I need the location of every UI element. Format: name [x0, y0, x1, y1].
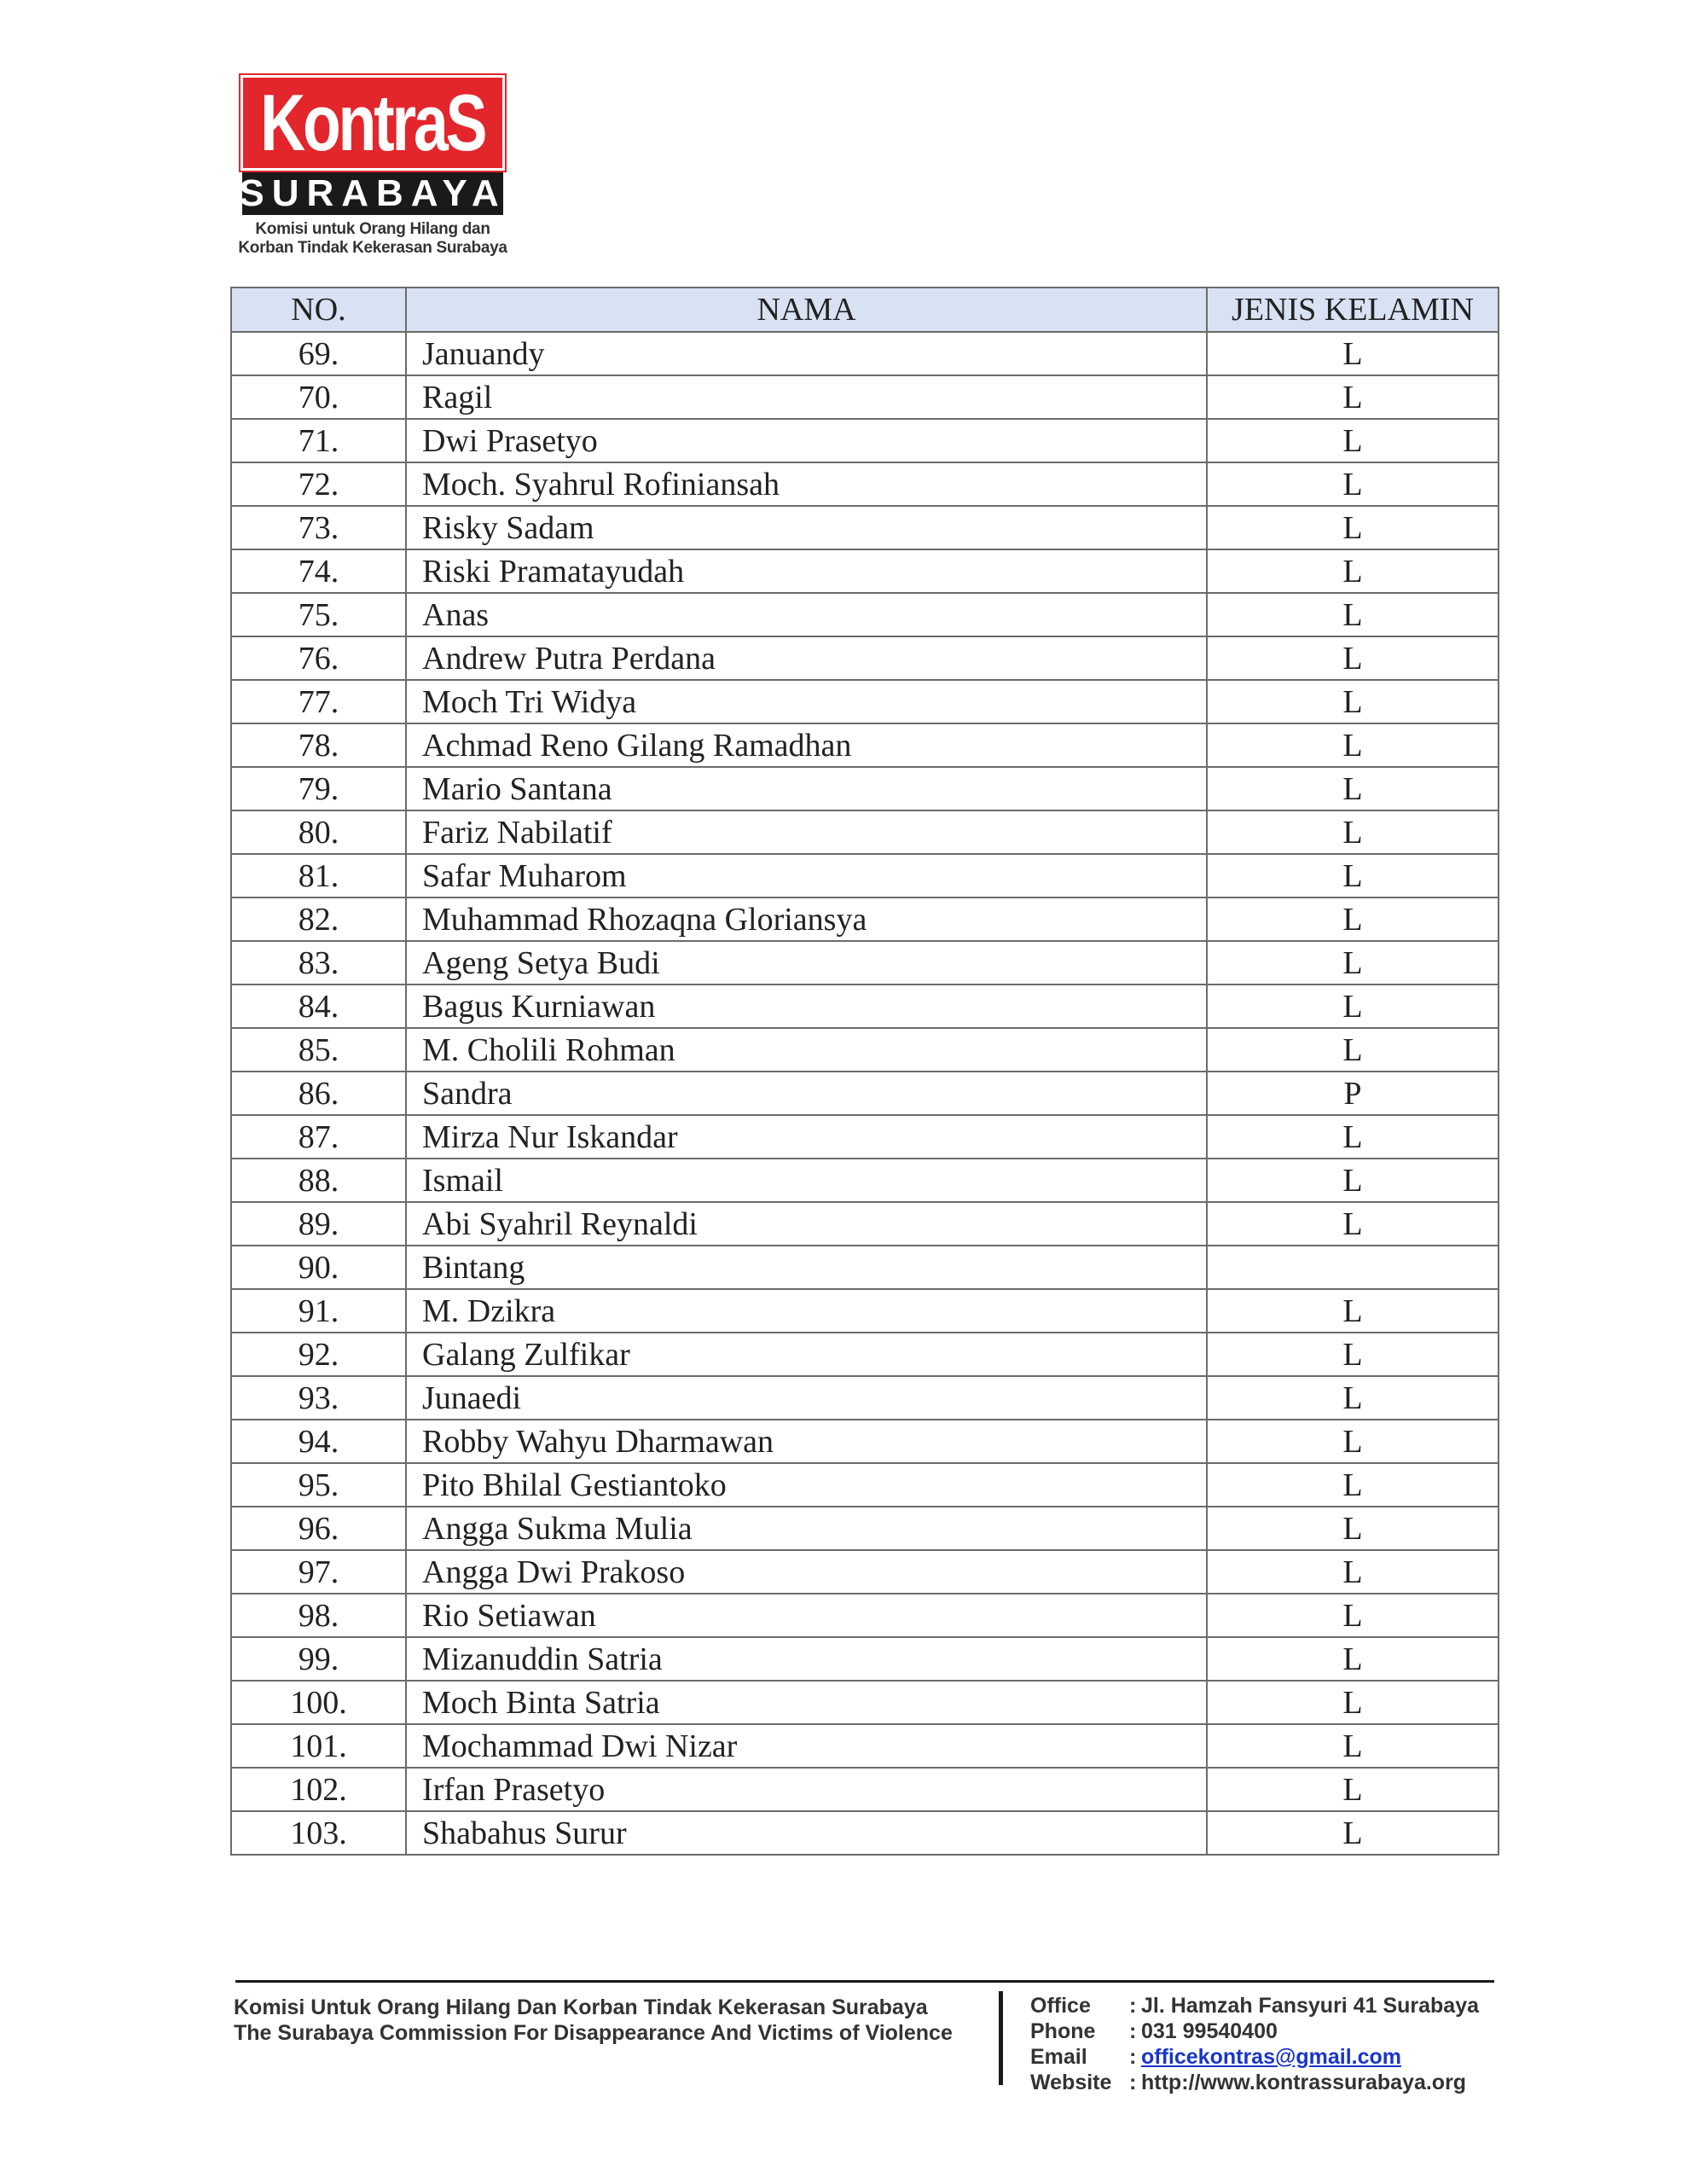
contact-value: Jl. Hamzah Fansyuri 41 Surabaya	[1141, 1994, 1480, 2018]
row-sex: L	[1207, 1028, 1499, 1072]
table-row	[231, 375, 1499, 419]
row-number: 101.	[231, 1724, 406, 1768]
logo-wordmark: KontraS	[260, 78, 485, 167]
table-row	[231, 941, 1499, 985]
row-number: 100.	[231, 1681, 406, 1724]
row-sex: L	[1207, 941, 1499, 985]
table-row	[231, 1202, 1499, 1246]
row-number: 85.	[231, 1028, 406, 1072]
row-number: 70.	[231, 375, 406, 419]
row-number: 98.	[231, 1594, 406, 1637]
contact-label: Website	[1030, 2071, 1112, 2094]
table-row	[231, 985, 1499, 1028]
row-number: 84.	[231, 985, 406, 1028]
table-body	[231, 332, 1499, 1855]
row-sex: L	[1207, 810, 1499, 854]
row-name: Robby Wahyu Dharmawan	[406, 1420, 1207, 1463]
row-number: 90.	[231, 1246, 406, 1289]
footer-contact-website	[1030, 2070, 1479, 2095]
row-name: Abi Syahril Reynaldi	[406, 1202, 1207, 1246]
footer-contact-email	[1030, 2044, 1479, 2070]
row-number: 74.	[231, 549, 406, 593]
table-row	[231, 1376, 1499, 1420]
contact-value: http://www.kontrassurabaya.org	[1141, 2071, 1467, 2094]
table-row	[231, 854, 1499, 897]
row-sex: P	[1207, 1072, 1499, 1115]
row-sex: L	[1207, 1376, 1499, 1420]
footer-contact-office	[1030, 1993, 1479, 2018]
footer-contacts	[1030, 1993, 1479, 2095]
row-sex: L	[1207, 1115, 1499, 1159]
row-name: Moch Binta Satria	[406, 1681, 1207, 1724]
row-name: Bintang	[406, 1246, 1207, 1289]
row-sex: L	[1207, 1681, 1499, 1724]
row-number: 83.	[231, 941, 406, 985]
table-row	[231, 1507, 1499, 1550]
row-number: 77.	[231, 680, 406, 723]
row-sex: L	[1207, 419, 1499, 462]
table-row	[231, 1246, 1499, 1289]
row-name: Achmad Reno Gilang Ramadhan	[406, 723, 1207, 767]
header-no: NO.	[231, 288, 406, 332]
row-sex: L	[1207, 1724, 1499, 1768]
row-sex: L	[1207, 985, 1499, 1028]
row-sex: L	[1207, 1159, 1499, 1202]
logo-tagline	[232, 220, 513, 258]
row-number: 82.	[231, 897, 406, 941]
row-number: 103.	[231, 1811, 406, 1855]
row-name: Irfan Prasetyo	[406, 1768, 1207, 1811]
row-name: Bagus Kurniawan	[406, 985, 1207, 1028]
header-sex: JENIS KELAMIN	[1207, 288, 1499, 332]
row-name: Ismail	[406, 1159, 1207, 1202]
row-name: Moch. Syahrul Rofiniansah	[406, 462, 1207, 506]
contact-value: 031 99540400	[1141, 2019, 1278, 2043]
row-number: 89.	[231, 1202, 406, 1246]
row-name: Fariz Nabilatif	[406, 810, 1207, 854]
row-name: Mizanuddin Satria	[406, 1637, 1207, 1681]
row-sex: L	[1207, 549, 1499, 593]
table-row	[231, 1724, 1499, 1768]
row-number: 75.	[231, 593, 406, 636]
row-name: Riski Pramatayudah	[406, 549, 1207, 593]
kontras-logo	[232, 75, 513, 258]
names-table-container	[230, 287, 1498, 1856]
row-number: 79.	[231, 767, 406, 810]
table-row	[231, 810, 1499, 854]
row-name: M. Dzikra	[406, 1289, 1207, 1333]
footer-contact-phone	[1030, 2018, 1479, 2044]
row-number: 72.	[231, 462, 406, 506]
row-number: 69.	[231, 332, 406, 375]
row-name: Januandy	[406, 332, 1207, 375]
row-number: 95.	[231, 1463, 406, 1507]
table-row	[231, 1115, 1499, 1159]
row-sex: L	[1207, 1333, 1499, 1376]
row-sex: L	[1207, 1507, 1499, 1550]
table-row	[231, 767, 1499, 810]
row-sex	[1207, 1246, 1499, 1289]
row-number: 88.	[231, 1159, 406, 1202]
row-number: 99.	[231, 1637, 406, 1681]
row-sex: L	[1207, 1550, 1499, 1594]
row-number: 91.	[231, 1289, 406, 1333]
contact-label: Email	[1030, 2045, 1087, 2069]
table-header-row	[231, 288, 1499, 332]
table-row	[231, 1420, 1499, 1463]
row-number: 94.	[231, 1420, 406, 1463]
logo-city: SURABAYA	[239, 172, 507, 214]
row-name: Risky Sadam	[406, 506, 1207, 549]
row-number: 97.	[231, 1550, 406, 1594]
table-row	[231, 332, 1499, 375]
row-number: 93.	[231, 1376, 406, 1420]
contact-separator: :	[1129, 2045, 1137, 2069]
names-table	[230, 287, 1499, 1856]
table-row	[231, 506, 1499, 549]
table-row	[231, 1159, 1499, 1202]
footer-org-english: The Surabaya Commission For Disappearance And Victims of Violence	[234, 2021, 953, 2045]
logo-tagline-line-1: Komisi untuk Orang Hilang dan	[255, 220, 490, 238]
contact-separator: :	[1129, 2019, 1137, 2043]
table-row	[231, 1289, 1499, 1333]
row-number: 80.	[231, 810, 406, 854]
row-sex: L	[1207, 1289, 1499, 1333]
table-row	[231, 1550, 1499, 1594]
row-name: Dwi Prasetyo	[406, 419, 1207, 462]
table-row	[231, 1768, 1499, 1811]
table-row	[231, 1072, 1499, 1115]
row-name: Pito Bhilal Gestiantoko	[406, 1463, 1207, 1507]
row-name: Andrew Putra Perdana	[406, 636, 1207, 680]
row-sex: L	[1207, 593, 1499, 636]
row-number: 96.	[231, 1507, 406, 1550]
row-number: 87.	[231, 1115, 406, 1159]
row-name: Ageng Setya Budi	[406, 941, 1207, 985]
row-sex: L	[1207, 1811, 1499, 1855]
row-name: Galang Zulfikar	[406, 1333, 1207, 1376]
row-sex: L	[1207, 1463, 1499, 1507]
row-number: 78.	[231, 723, 406, 767]
table-row	[231, 1028, 1499, 1072]
row-sex: L	[1207, 1637, 1499, 1681]
row-name: Safar Muharom	[406, 854, 1207, 897]
row-sex: L	[1207, 1420, 1499, 1463]
table-row	[231, 1811, 1499, 1855]
row-number: 71.	[231, 419, 406, 462]
row-number: 92.	[231, 1333, 406, 1376]
row-name: Rio Setiawan	[406, 1594, 1207, 1637]
row-sex: L	[1207, 1202, 1499, 1246]
footer-org-indonesian: Komisi Untuk Orang Hilang Dan Korban Tindak Kekerasan Surabaya	[234, 1995, 928, 2019]
row-number: 81.	[231, 854, 406, 897]
row-number: 102.	[231, 1768, 406, 1811]
contact-label: Office	[1030, 1994, 1091, 2018]
row-sex: L	[1207, 854, 1499, 897]
row-sex: L	[1207, 462, 1499, 506]
table-row	[231, 897, 1499, 941]
row-sex: L	[1207, 375, 1499, 419]
header-name: NAMA	[406, 288, 1207, 332]
row-number: 76.	[231, 636, 406, 680]
row-number: 73.	[231, 506, 406, 549]
row-sex: L	[1207, 1594, 1499, 1637]
row-number: 86.	[231, 1072, 406, 1115]
row-sex: L	[1207, 767, 1499, 810]
row-sex: L	[1207, 897, 1499, 941]
row-name: Mario Santana	[406, 767, 1207, 810]
row-name: Mochammad Dwi Nizar	[406, 1724, 1207, 1768]
table-row	[231, 593, 1499, 636]
row-name: Moch Tri Widya	[406, 680, 1207, 723]
table-row	[231, 1681, 1499, 1724]
row-name: M. Cholili Rohman	[406, 1028, 1207, 1072]
table-row	[231, 723, 1499, 767]
row-name: Sandra	[406, 1072, 1207, 1115]
table-row	[231, 680, 1499, 723]
row-name: Junaedi	[406, 1376, 1207, 1420]
row-sex: L	[1207, 1768, 1499, 1811]
contact-separator: :	[1129, 2071, 1137, 2094]
row-sex: L	[1207, 680, 1499, 723]
contact-email-link[interactable]: officekontras@gmail.com	[1141, 2045, 1402, 2069]
row-name: Anas	[406, 593, 1207, 636]
logo-tagline-line-2: Korban Tindak Kekerasan Surabaya	[238, 239, 507, 257]
table-row	[231, 1637, 1499, 1681]
logo-black-block	[239, 172, 507, 215]
table-row	[231, 419, 1499, 462]
row-sex: L	[1207, 636, 1499, 680]
table-row	[231, 549, 1499, 593]
row-name: Angga Dwi Prakoso	[406, 1550, 1207, 1594]
row-sex: L	[1207, 723, 1499, 767]
row-name: Shabahus Surur	[406, 1811, 1207, 1855]
table-row	[231, 636, 1499, 680]
row-sex: L	[1207, 506, 1499, 549]
row-name: Ragil	[406, 375, 1207, 419]
table-row	[231, 1463, 1499, 1507]
footer-divider	[235, 1980, 1494, 1983]
footer-organization	[234, 1995, 953, 2046]
row-name: Muhammad Rhozaqna Gloriansya	[406, 897, 1207, 941]
table-row	[231, 462, 1499, 506]
row-sex: L	[1207, 332, 1499, 375]
logo-red-block	[241, 75, 505, 171]
footer-vertical-divider	[999, 1991, 1003, 2085]
row-name: Angga Sukma Mulia	[406, 1507, 1207, 1550]
contact-separator: :	[1129, 1994, 1137, 2018]
table-row	[231, 1594, 1499, 1637]
contact-label: Phone	[1030, 2019, 1096, 2043]
row-name: Mirza Nur Iskandar	[406, 1115, 1207, 1159]
table-row	[231, 1333, 1499, 1376]
